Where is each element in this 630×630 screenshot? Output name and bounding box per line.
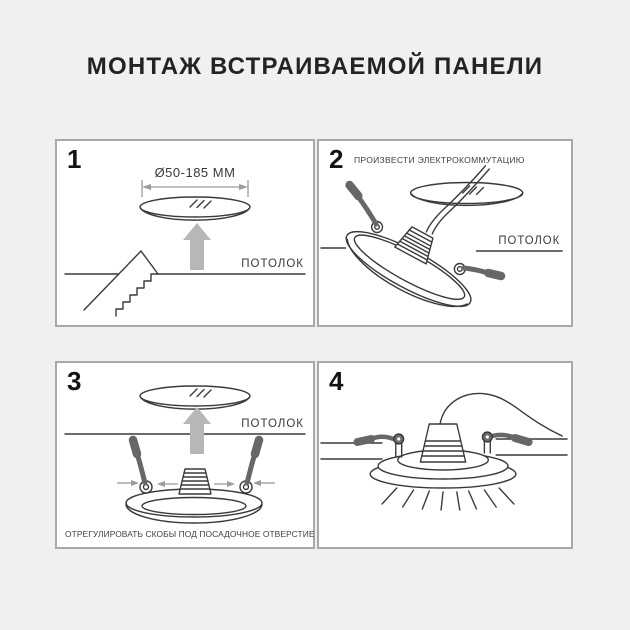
step-panel-1	[55, 139, 315, 327]
ceiling-label: ПОТОЛОК	[241, 418, 304, 430]
page-title: МОНТАЖ ВСТРАИВАЕМОЙ ПАНЕЛИ	[86, 53, 544, 80]
step-panel-3	[55, 361, 315, 549]
driver-box	[179, 469, 211, 494]
driver-box	[420, 424, 465, 462]
light-rays-icon	[382, 488, 514, 510]
step-4-drawing	[319, 363, 571, 547]
panel-disc	[140, 197, 250, 220]
step-number-3: 3	[67, 366, 82, 396]
cutout-flap	[84, 251, 158, 316]
step-number-4: 4	[329, 366, 344, 396]
mount-spring-right	[482, 432, 528, 442]
dimension-arrow	[142, 180, 248, 197]
step-2-drawing	[319, 141, 571, 325]
dimension-label: Ø50-185 ММ	[154, 165, 236, 180]
step-number-1: 1	[67, 144, 82, 174]
step-panel-4	[317, 361, 573, 549]
step-3-caption: ОТРЕГУЛИРОВАТЬ СКОБЫ ПОД ПОСАДОЧНОЕ ОТВЕРСТИЕ	[65, 529, 315, 539]
ceiling-label: ПОТОЛОК	[498, 234, 561, 248]
ceiling-label: ПОТОЛОК	[241, 258, 304, 270]
step-number-2: 2	[329, 144, 344, 174]
step-1-drawing	[57, 141, 313, 325]
mount-spring-left	[350, 185, 383, 233]
up-arrow-icon	[183, 407, 211, 454]
panel-disc	[140, 386, 250, 409]
mount-spring-right	[240, 440, 259, 493]
step-2-caption: ПРОИЗВЕСТИ ЭЛЕКТРОКОММУТАЦИЮ	[354, 155, 525, 165]
mount-spring-left	[133, 440, 152, 493]
up-arrow-icon	[183, 223, 211, 270]
mount-spring-right	[454, 264, 501, 277]
step-panel-2	[317, 139, 573, 327]
step-3-drawing	[57, 363, 313, 547]
